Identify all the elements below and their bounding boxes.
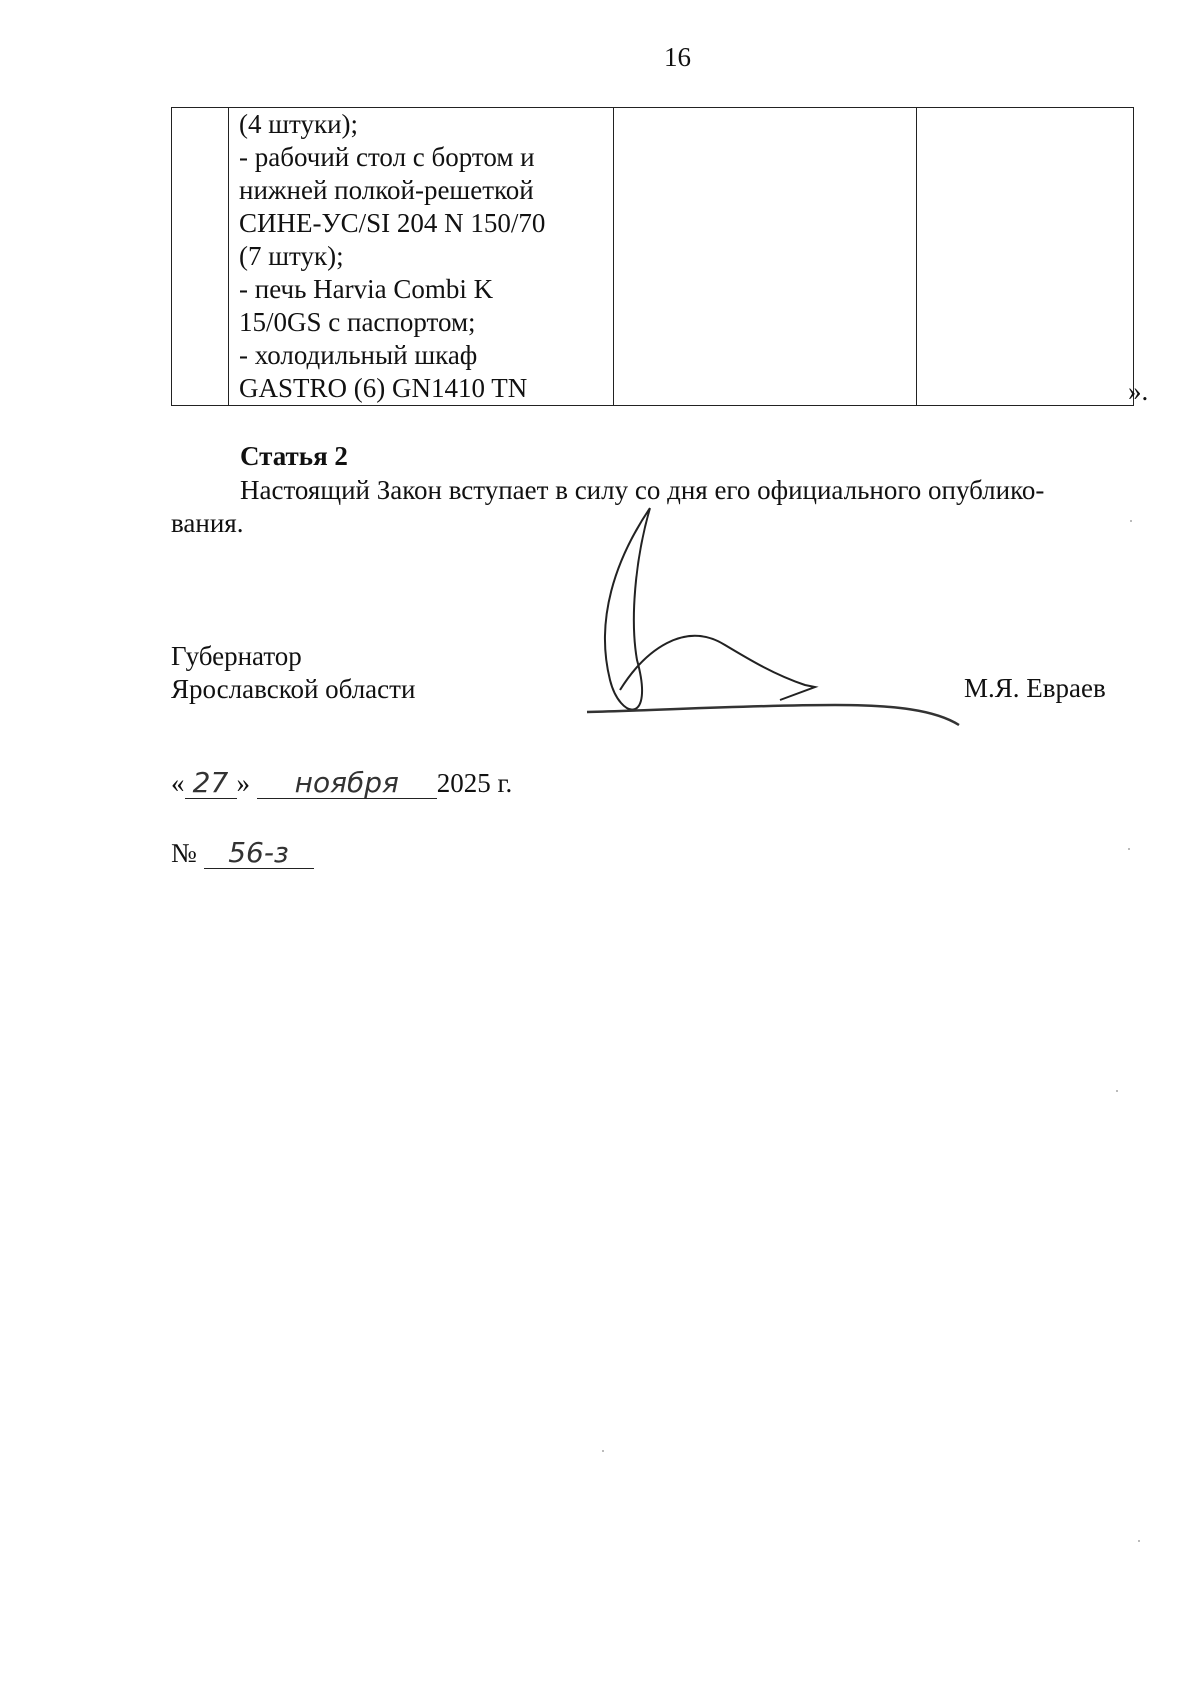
law-number-label: № — [171, 838, 197, 868]
law-number — [171, 838, 314, 869]
table-cell-empty — [917, 108, 1134, 406]
cell-line: - холодильный шкаф — [239, 340, 478, 370]
date-close-quote: » — [236, 768, 250, 798]
signing-date — [171, 768, 512, 799]
equipment-table — [171, 107, 1134, 406]
cell-line: (4 штуки); — [239, 109, 359, 139]
article-title: Статья 2 — [240, 441, 348, 471]
date-month: ноября — [257, 768, 437, 799]
table-cell-empty — [614, 108, 917, 406]
date-open-quote: « — [171, 768, 185, 798]
date-day: 27 — [185, 768, 237, 799]
cell-text — [239, 108, 613, 405]
cell-line: GASTRO (6) GN1410 TN — [239, 373, 528, 403]
signatory-title — [171, 640, 415, 706]
signatory-title-line: Ярославской области — [171, 674, 416, 704]
cell-line: нижней полкой-решеткой — [239, 175, 534, 205]
handwritten-signature — [575, 500, 975, 740]
article-body-line: Настоящий Закон вступает в силу со дня его официального опублико- — [240, 475, 1045, 505]
cell-line: - рабочий стол с бортом и — [239, 142, 535, 172]
cell-line: СИНЕ-УС/SI 204 N 150/70 — [239, 208, 546, 238]
cell-line: - печь Harvia Combi K — [239, 274, 494, 304]
signatory-title-line: Губернатор — [171, 641, 302, 671]
closing-quote: ». — [1128, 376, 1149, 406]
table-cell-description — [229, 108, 614, 406]
article-body-line: вания. — [171, 508, 244, 538]
page-number: 16 — [664, 42, 691, 72]
table-cell-index — [172, 108, 229, 406]
cell-line: (7 штук); — [239, 241, 344, 271]
signatory-name: М.Я. Евраев — [964, 673, 1106, 703]
law-number-value: 56-з — [204, 838, 314, 869]
table-row — [172, 108, 1134, 406]
cell-line: 15/0GS с паспортом; — [239, 307, 476, 337]
date-year: 2025 г. — [436, 768, 513, 798]
